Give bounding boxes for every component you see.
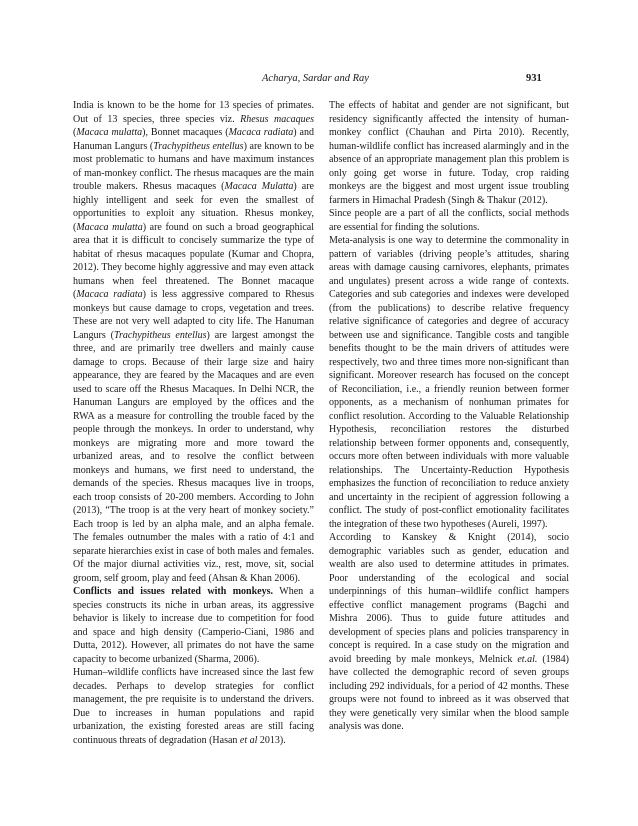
right-column [329, 99, 569, 734]
right-paragraph-2: Since people are a part of all the conflicts, social methods are essential for finding the solutions. [329, 208, 569, 233]
left-paragraph-3: Human–wildlife conflicts have increased since the last few decades. Perhaps to develop strategies for conflict management, the pre requisite is to understand the drivers. Due to increases in human populations and rapid urbanization, the existing forested areas are still facing continuous threats of degradation (Hasan et al 2013). [73, 667, 314, 746]
section-heading: Conflicts and issues related with monkeys. [73, 586, 273, 597]
running-head-authors: Acharya, Sardar and Ray [262, 73, 369, 84]
right-paragraph-1: The effects of habitat and gender are not significant, but residency significantly affected the intensity of human-monkey conflict (Chauhan and Pirta 2010). Recently, human-wildlife conflict has increased alarmingly and in the absence of an appropriate management plan this problem is only going get worse in future. Today, crop raiding monkeys are the biggest and most urgent issue troubling farmers in Himachal Pradesh (Singh & Thakur (2012). [329, 100, 569, 206]
page-number: 931 [526, 73, 542, 84]
right-paragraph-3: Meta-analysis is one way to determine the commonality in pattern of variables (driving people’s attitudes, sharing areas with damage causing carnivores, elephants, primates and ungulates) present across a wide range of contexts. Categories and sub categories and indexes were developed (from the publications) to describe relative frequency relative significance of categories and degree of accuracy between use and significance. Tangible costs and tangible benefits thought to be the main drivers of attitudes were respectively, two and three times more non-significant than significant. Moreover research has focused on the concept of Reconciliation, i.e., a friendly reunion between former opponents, as a mechanism of nonhuman primates for conflict resolution. According to the Valuable Relationship Hypothesis, reconciliation restores the disturbed relationship between former opponents and, consequently, occurs more often between individuals with more valuable relationships. The Uncertainty-Reduction Hypothesis emphasizes the function of reconciliation to reduce anxiety and uncertainty in the recipient of aggression following a conflict. The study of post-conflict emotionality facilitates the integration of these two hypotheses (Aureli, 1997). [329, 235, 569, 530]
left-column [73, 99, 314, 747]
right-paragraph-4: According to Kanskey & Knight (2014), socio demographic variables such as gender, education and wealth are also used to determine attitudes in primates. Poor understanding of the ecological and social underpinnings of this human–wildlife conflict hampers effective conflict management programs (Bagchi and Mishra 2006). Thus to guide future attitudes and development of species plans and policies transparency in concept is required. In a case study on the migration and avoid breeding by male monkeys, Melnick et.al. (1984) have collected the demographic record of seven groups including 292 individuals, for a period of 42 months. These groups were not found to inbreed as it was observed that they were genetically very similar when the blood sample analysis was done. [329, 532, 569, 732]
running-header [0, 73, 638, 89]
left-paragraph-1: India is known to be the home for 13 species of primates. Out of 13 species, three species viz. Rhesus macaques (Macaca mulatta), Bonnet macaques (Macaca radiata) and Hanuman Langurs (Trachypitheus entellus) are known to be most problematic to humans and have maximum instances of man-monkey conflict. The rhesus macaques are the main trouble makers. Rhesus macaques (Macaca Mulatta) are highly intelligent and seek for even the smallest of opportunities to exploit any situation. Rhesus monkey, (Macaca mulatta) are found on such a broad geographical area that it is difficult to concisely summarize the type of habitat of rhesus macaques populate (Kumar and Chopra, 2012). They become highly aggressive and may even attack humans when feel threatened. The Bonnet macaque (Macaca radiata) is less aggressive compared to Rhesus monkeys but cause damage to crops, vegetation and trees. These are not very well adapted to city life. The Hanuman Langurs (Trachypitheus entellus) are largest amongst the three, and are primarily tree dwellers and mainly cause damage to crops. Because of their large size and hairy appearance, they are feared by the Macaques and are even used to scare off the Rhesus Macaques. In Delhi NCR, the Hanuman Langurs are employed by the offices and the RWA as a measure for controlling the trouble faced by the people through the monkeys. In order to understand, why monkeys are migrating more and more toward the urbanized areas, and to resolve the conflict between monkeys and humans, we first need to understand, the demands of the species. Rhesus macaques live in troops, each troop consists of 20-200 members. According to John (2013), “The troop is at the very heart of monkey society.” Each troop is led by an alpha male, and an alpha female. The females outnumber the males with a ratio of 4:1 and separate hierarchies exist in case of both males and females. Of the major diurnal activities viz., rest, move, sit, social groom, self groom, play and feed (Ahsan & Khan 2006). [73, 100, 315, 584]
left-paragraph-2: Conflicts and issues related with monkeys. When a species constructs its niche in urban areas, its aggressive behavior is likely to increase due to competition for food and space and high density (Camperio-Ciani, 1986 and Dutta, 2012). However, all primates do not have the same capacity to become urbanized (Sharma, 2006). [73, 586, 314, 665]
